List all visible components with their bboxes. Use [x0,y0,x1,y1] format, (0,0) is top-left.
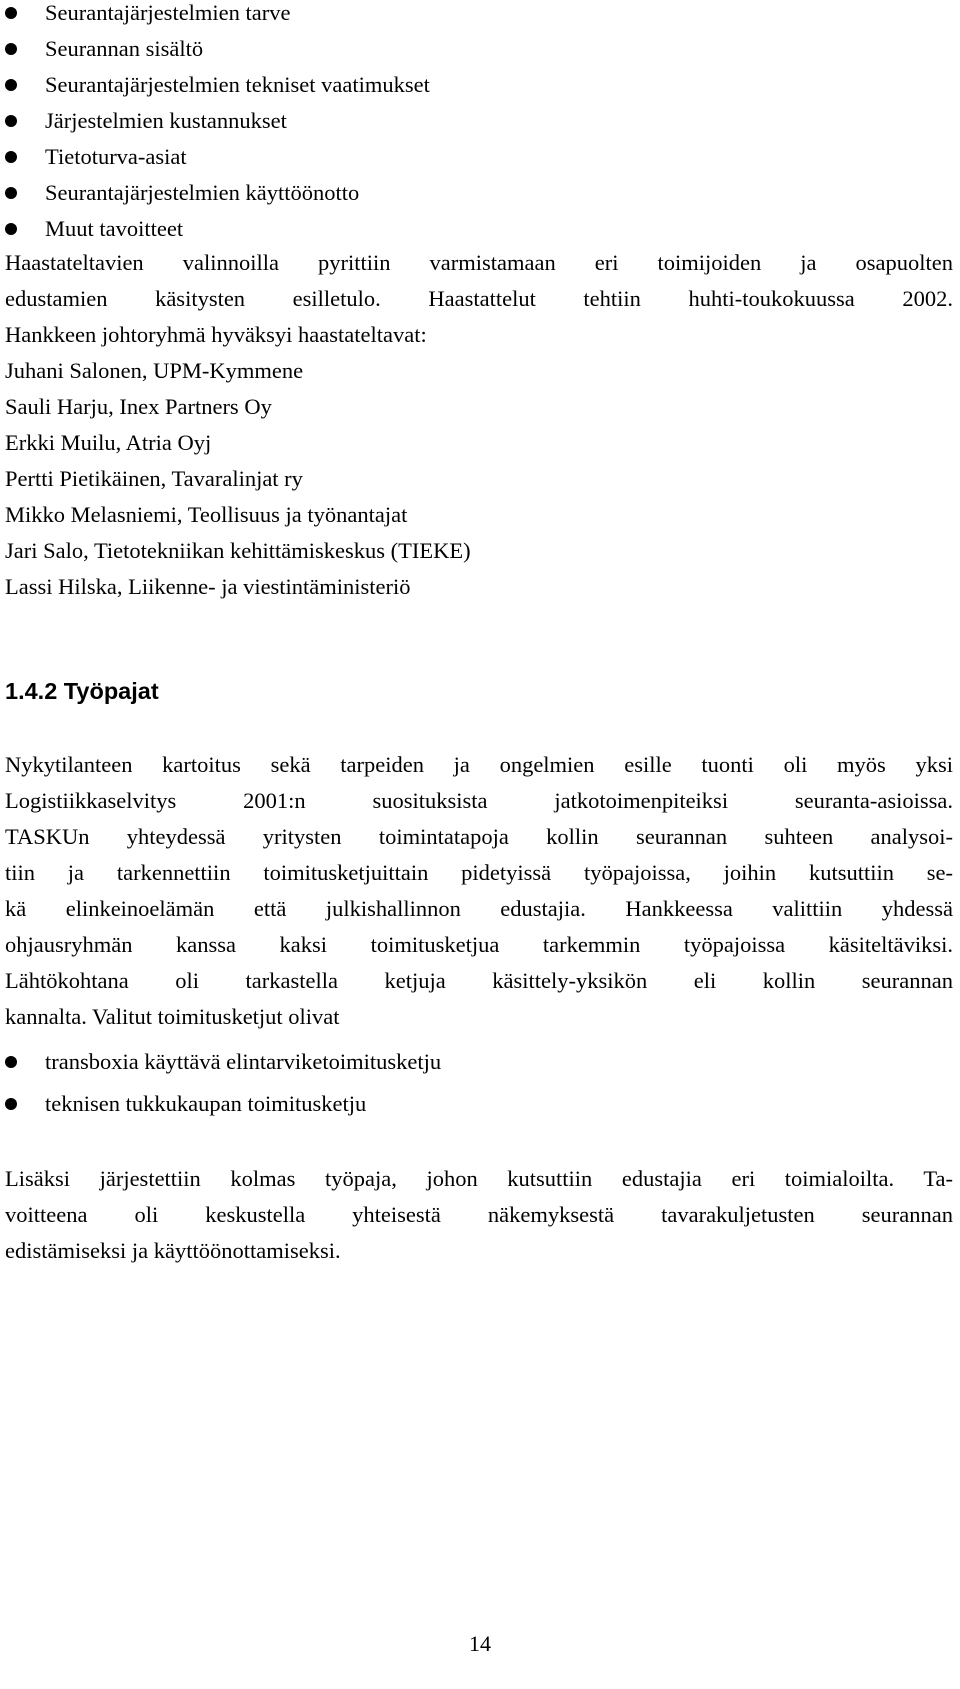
list-item: Juhani Salonen, UPM-Kymmene [5,358,304,383]
chain-list [5,1086,366,1122]
list-item: Seurannan sisältö [5,31,430,67]
bullet-icon [5,187,17,199]
workshop-paragraph-end: kannalta. Valitut toimitusketjut olivat [5,1004,340,1029]
intro-paragraph: Haastateltavien valinnoilla pyrittiin varmistamaan eri toimijoiden ja osapuolten edustamien käsitysten esilletulo. Haastattelut tehtiin huhti-toukokuussa 2002. [5,250,953,311]
chain-list [5,1044,441,1080]
bullet-icon [5,79,17,91]
list-item: Seurantajärjestelmien käyttöönotto [5,175,430,211]
list-item: Lassi Hilska, Liikenne- ja viestintäministeriö [5,574,411,599]
page-number: 14 [469,1631,491,1656]
bullet-icon [5,1098,17,1110]
section-heading: 1.4.2 Työpajat [5,678,159,704]
workshop-paragraph: Nykytilanteen kartoitus sekä tarpeiden ja ongelmien esille tuonti oli myös yksi Logistiikkaselvitys 2001:n suosituksista jatkotoimenpiteiksi seuranta-asioissa. TASKUn yhteydessä yritysten toimintatapoja kollin seurannan suhteen analysoi- tiin ja tarkennettiin toimitusketjuittain pidetyissä työpajoissa, joihin kutsuttiin se- kä elinkeinoelämän että julkishallinnon edustajia. Hankkeessa valittiin yhdessä ohjausryhmän kanssa kaksi toimitusketjua tarkemmin työpajoissa käsiteltäviksi. Lähtökohtana oli tarkastella ketjuja käsittely-yksikön eli kollin seurannan [5,752,953,993]
interviewee-intro: Hankkeen johtoryhmä hyväksyi haastateltavat: [5,322,427,347]
list-item: Sauli Harju, Inex Partners Oy [5,394,272,419]
list-item: transboxia käyttävä elintarviketoimitusketju [5,1044,441,1080]
bullet-icon [5,115,17,127]
list-item: Mikko Melasniemi, Teollisuus ja työnantajat [5,502,408,527]
bullet-icon [5,7,17,19]
list-item: Seurantajärjestelmien tarve [5,0,430,31]
list-item: Muut tavoitteet [5,211,430,247]
list-item: Pertti Pietikäinen, Tavaralinjat ry [5,466,303,491]
bullet-icon [5,223,17,235]
bullet-icon [5,43,17,55]
list-item: Jari Salo, Tietotekniikan kehittämiskeskus (TIEKE) [5,538,471,563]
closing-paragraph-end: edistämiseksi ja käyttöönottamiseksi. [5,1238,341,1263]
bullet-icon [5,151,17,163]
list-item: Järjestelmien kustannukset [5,103,430,139]
list-item: Tietoturva-asiat [5,139,430,175]
list-item: teknisen tukkukaupan toimitusketju [5,1086,366,1122]
closing-paragraph: Lisäksi järjestettiin kolmas työpaja, johon kutsuttiin edustajia eri toimialoilta. Ta- voitteena oli keskustella yhteisestä näkemyksestä tavarakuljetusten seurannan [5,1166,953,1227]
interviewee-list [5,353,953,605]
bullet-icon [5,1056,17,1068]
topic-list [5,0,430,247]
list-item: Erkki Muilu, Atria Oyj [5,430,212,455]
list-item: Seurantajärjestelmien tekniset vaatimukset [5,67,430,103]
